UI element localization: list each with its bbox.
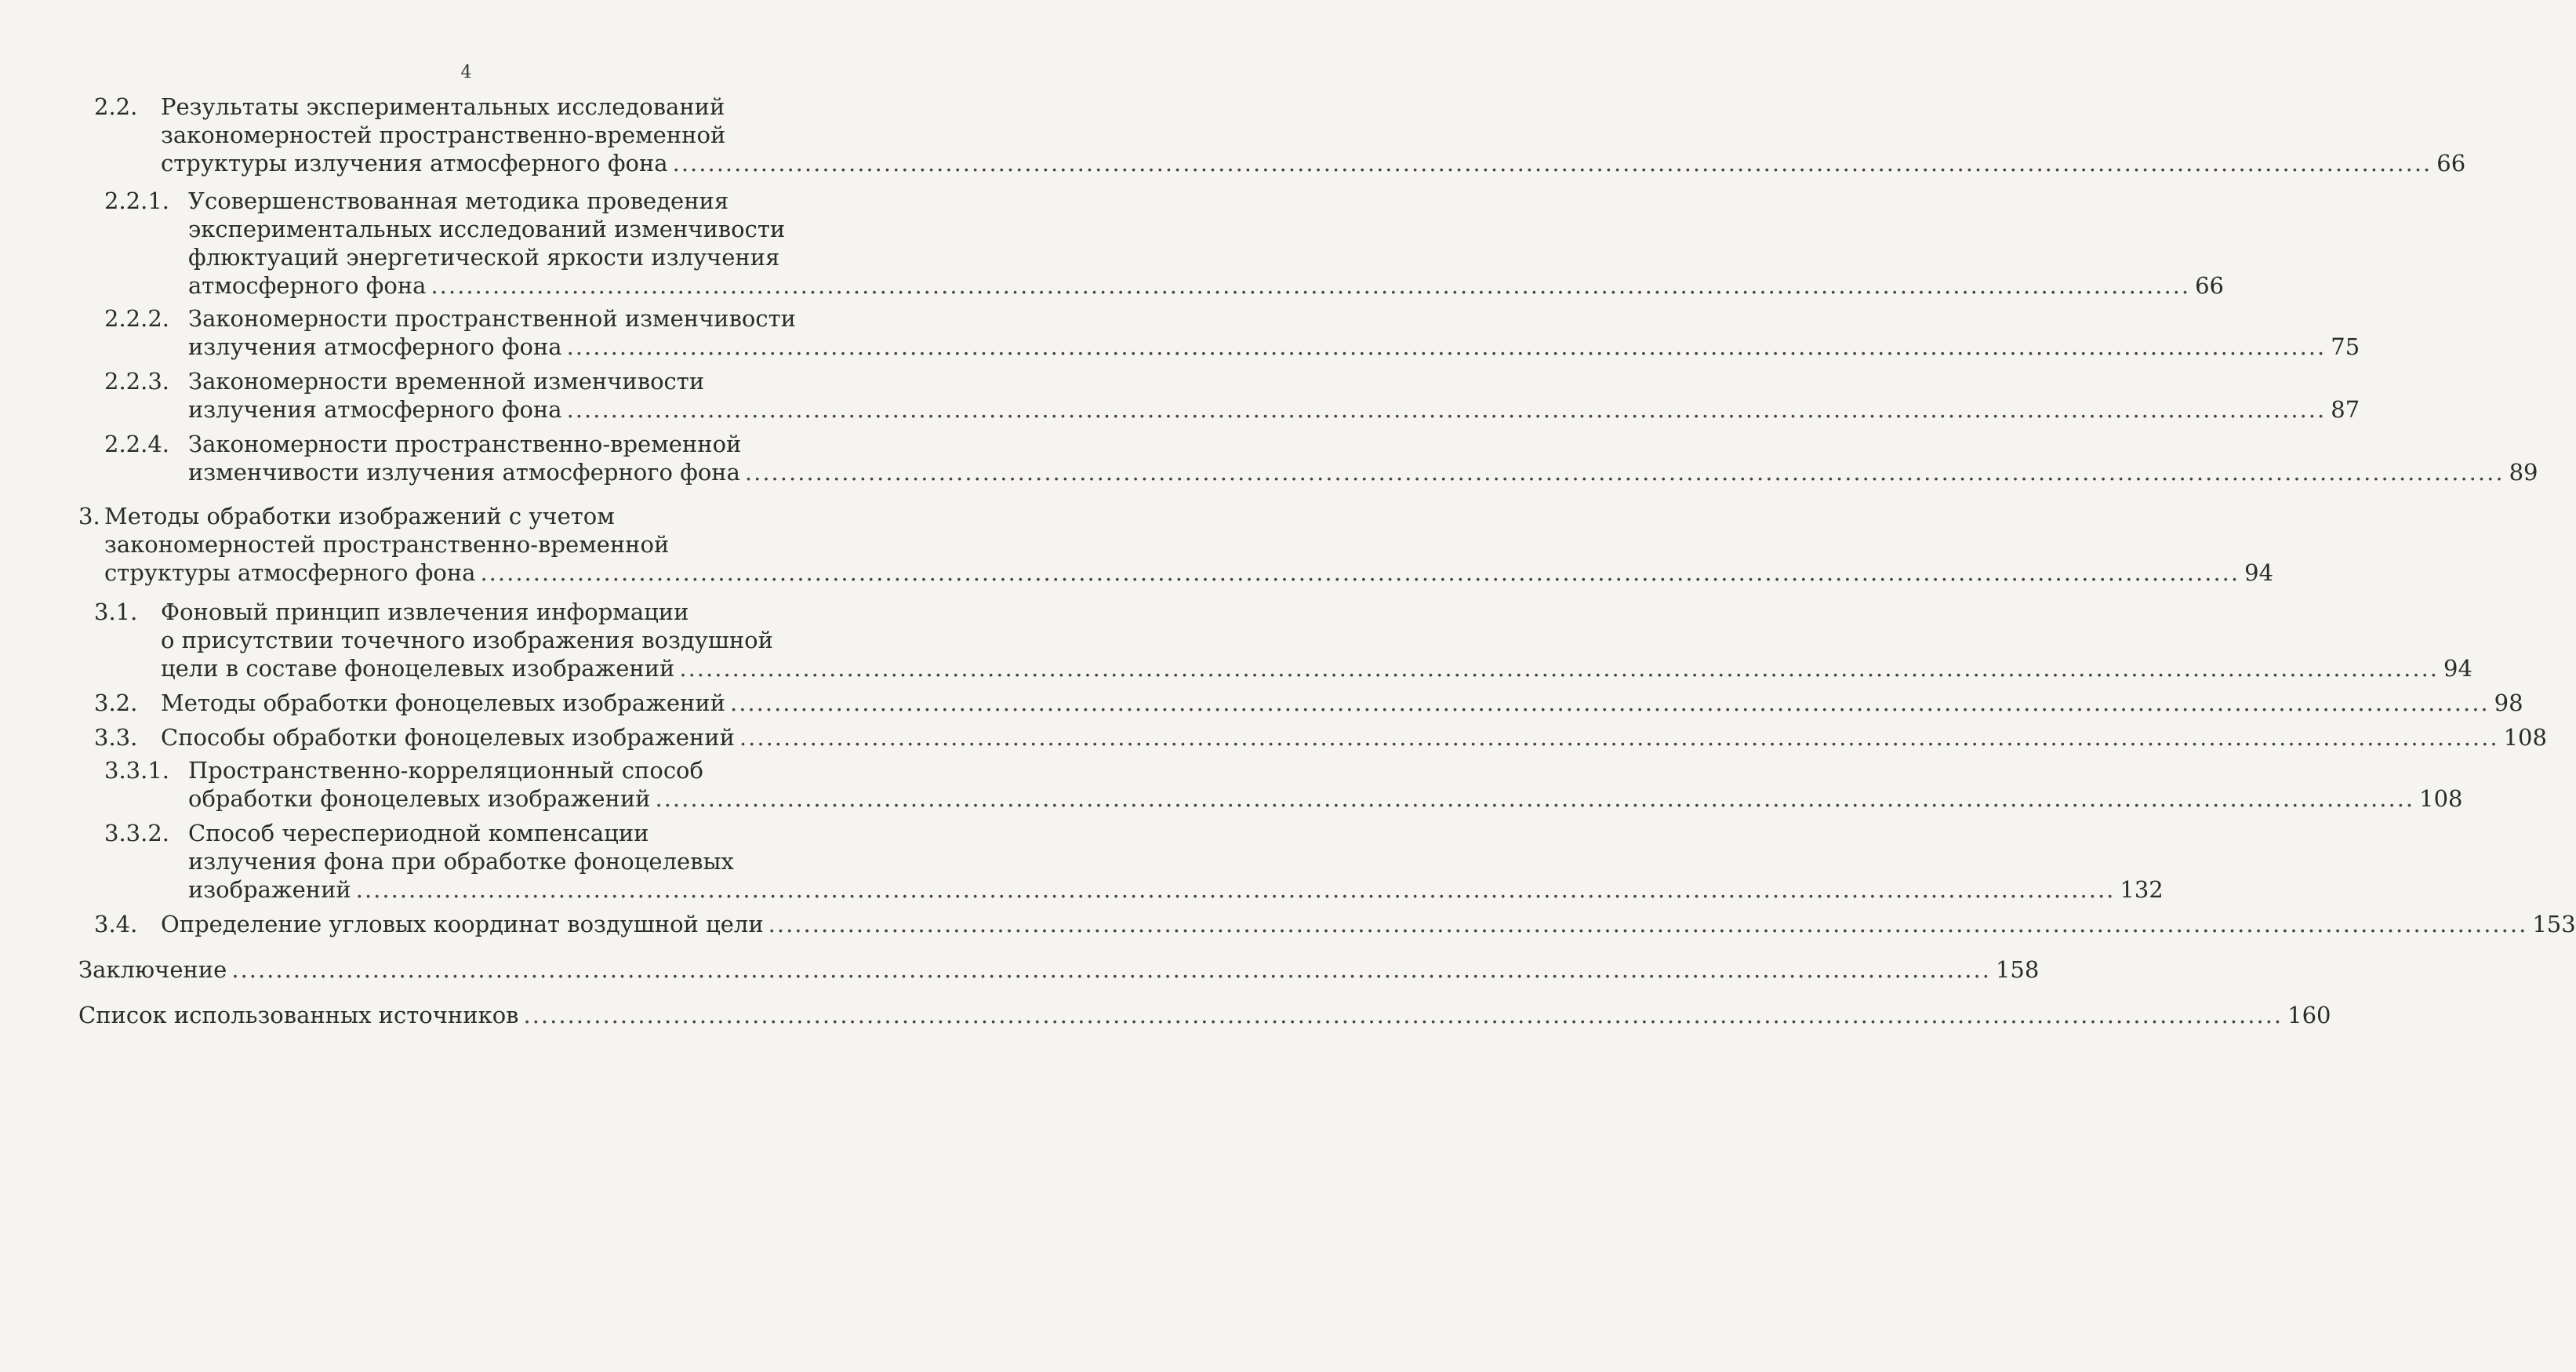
toc-entry-title-line: Список использованных источников — [78, 1002, 519, 1028]
toc-entry — [104, 367, 2360, 424]
toc-entry-number: 3.3.1. — [104, 757, 170, 784]
toc-entry — [104, 819, 2164, 904]
toc-entry-title-line: Результаты экспериментальных исследований — [161, 93, 725, 120]
toc-entry-page: 158 — [1995, 956, 2040, 983]
toc-entry-title-line: Методы обработки изображений с учетом — [104, 503, 615, 530]
toc-entry — [78, 502, 2274, 587]
dot-leader: ........................................................................................................................................................................................................ — [768, 911, 2528, 937]
dot-leader: ........................................................................................................................................................................................................ — [739, 724, 2499, 751]
toc-entry-number: 2.2.2. — [104, 305, 170, 332]
toc-entry — [104, 430, 2538, 486]
dot-leader: ........................................................................................................................................................................................................ — [679, 655, 2440, 682]
toc-entry-number: 2.2. — [94, 93, 138, 120]
toc-entry-title-line: Определение угловых координат воздушной цели — [161, 911, 764, 937]
toc-entry-number: 3.3. — [94, 724, 138, 751]
toc-entry-title-line: цели в составе фоноцелевых изображений — [161, 655, 675, 682]
toc-entry — [78, 1001, 2331, 1029]
toc-entry-page: 87 — [2331, 396, 2360, 423]
page-number: 4 — [460, 63, 472, 82]
toc-entry-title-line: изменчивости излучения атмосферного фона — [188, 459, 740, 486]
dot-leader: ........................................................................................................................................................................................................ — [744, 459, 2505, 486]
toc-entry — [78, 955, 2040, 984]
dot-leader: ........................................................................................................................................................................................................ — [231, 956, 1991, 983]
toc-entry-page: 66 — [2195, 272, 2225, 299]
toc-entry-title-line: структуры атмосферного фона — [104, 559, 476, 586]
toc-entry-title-line: структуры излучения атмосферного фона — [161, 150, 668, 177]
toc-entry — [104, 187, 2225, 300]
dot-leader: ........................................................................................................................................................................................................ — [480, 559, 2240, 586]
toc-entry-title-line: Методы обработки фоноцелевых изображений — [161, 690, 725, 716]
toc-entry-title-line: Закономерности временной изменчивости — [188, 368, 705, 395]
toc-entry — [94, 689, 2523, 717]
dot-leader: ........................................................................................................................................................................................................ — [431, 272, 2191, 299]
toc-entry — [94, 93, 2466, 177]
toc-entry-title-line: закономерностей пространственно-временной — [161, 122, 726, 148]
toc-entry-page: 153 — [2532, 911, 2576, 937]
toc-entry-title-line: Закономерности пространственно-временной — [188, 431, 742, 457]
dot-leader: ........................................................................................................................................................................................................ — [730, 690, 2490, 716]
toc-entry — [94, 910, 2576, 938]
dot-leader: ........................................................................................................................................................................................................ — [672, 150, 2432, 177]
toc-entry-title-line: изображений — [188, 876, 351, 903]
toc-entry-title-line: излучения атмосферного фона — [188, 333, 562, 360]
toc-entry — [94, 723, 2547, 752]
toc-entry-title-line: Заключение — [78, 956, 227, 983]
toc-entry-page: 132 — [2120, 876, 2164, 903]
toc-entry — [104, 756, 2463, 813]
dot-leader: ........................................................................................................................................................................................................ — [355, 876, 2116, 903]
toc-entry-number: 3.2. — [94, 690, 138, 716]
toc-entry-title-line: экспериментальных исследований изменчивости — [188, 216, 786, 242]
toc-entry — [104, 304, 2360, 361]
toc-entry-page: 108 — [2503, 724, 2547, 751]
toc-entry-page: 94 — [2244, 559, 2274, 586]
toc-entry-title-line: излучения атмосферного фона — [188, 396, 562, 423]
toc-entry-title-line: излучения фона при обработке фоноцелевых — [188, 848, 734, 875]
toc-entry-title-line: закономерностей пространственно-временной — [104, 531, 670, 558]
toc-entry — [94, 598, 2472, 682]
toc-entry-page: 89 — [2509, 459, 2538, 486]
toc-entry-page: 160 — [2287, 1002, 2331, 1028]
toc-entry-number: 2.2.4. — [104, 431, 170, 457]
dot-leader: ........................................................................................................................................................................................................ — [566, 396, 2327, 423]
dot-leader: ........................................................................................................................................................................................................ — [523, 1002, 2284, 1028]
toc-entry-title-line: Закономерности пространственной изменчивости — [188, 305, 796, 332]
toc-entry-title-line: Пространственно-корреляционный способ — [188, 757, 703, 784]
toc-entry-title-line: обработки фоноцелевых изображений — [188, 785, 651, 812]
toc-entry-title-line: флюктуаций энергетической яркости излучения — [188, 244, 780, 271]
toc-entry-number: 3.4. — [94, 911, 138, 937]
toc-entry-page: 108 — [2419, 785, 2463, 812]
toc-entry-number: 3.3.2. — [104, 820, 170, 846]
toc-entry-title-line: о присутствии точечного изображения воздушной — [161, 627, 773, 653]
toc-entry-title-line: Способ череспериодной компенсации — [188, 820, 649, 846]
dot-leader: ........................................................................................................................................................................................................ — [655, 785, 2415, 812]
toc-entry-page: 66 — [2436, 150, 2466, 177]
toc-entry-number: 3.1. — [94, 599, 138, 625]
toc-entry-title-line: Усовершенствованная методика проведения — [188, 187, 729, 214]
toc-entry-page: 98 — [2494, 690, 2523, 716]
toc-entry-title-line: Фоновый принцип извлечения информации — [161, 599, 689, 625]
toc-entry-number: 3. — [78, 503, 100, 530]
toc-entry-number: 2.2.3. — [104, 368, 170, 395]
toc-entry-title-line: Способы обработки фоноцелевых изображений — [161, 724, 735, 751]
toc-entry-page: 94 — [2443, 655, 2472, 682]
toc-entry-number: 2.2.1. — [104, 187, 170, 214]
dot-leader: ........................................................................................................................................................................................................ — [566, 333, 2327, 360]
toc-entry-page: 75 — [2331, 333, 2360, 360]
toc-entry-title-line: атмосферного фона — [188, 272, 427, 299]
